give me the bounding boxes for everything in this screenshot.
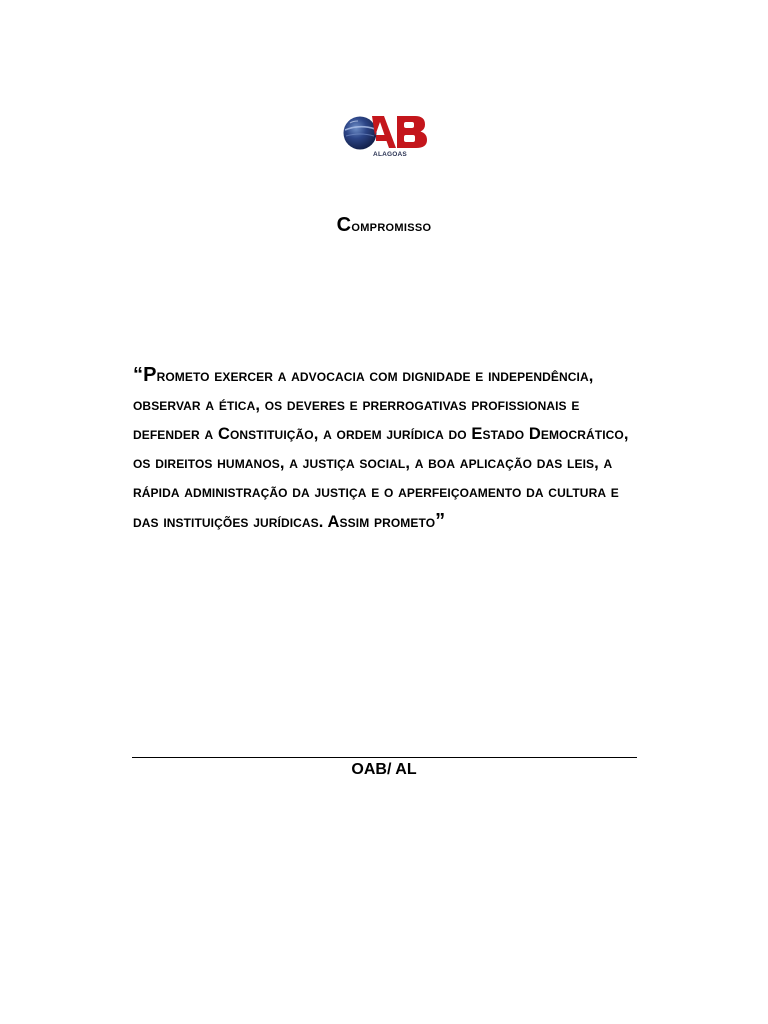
document-title: [0, 214, 768, 237]
signature-line: [132, 757, 637, 758]
logo-subtitle: ALAGOAS: [373, 151, 407, 158]
oath-text: [133, 361, 643, 538]
oab-letters-mark: [372, 116, 427, 148]
oab-alagoas-logo: [340, 112, 432, 162]
globe-icon: [344, 117, 377, 150]
oab-logo-graphic: [340, 112, 432, 152]
title-initial: C: [336, 214, 352, 236]
signature-label: OAB/ AL: [351, 761, 417, 778]
oath-close-quote: ”: [435, 510, 446, 533]
oath-initial: P: [143, 364, 157, 386]
oath-body: rometo exercer a advocacia com dignidade e independência, observar a ética, os deveres e prerrogativas profissionais e defender a Constituição, a ordem jurídica do Estado Democrático, os direitos humanos, a justiça social, a boa aplicação das leis, a rápida administração da justiça e o aperfeiçoamento da cultura e das instituições jurídicas. Assim prometo: [133, 367, 629, 532]
title-rest: ompromisso: [351, 218, 432, 235]
oath-open-quote: “: [133, 364, 144, 386]
